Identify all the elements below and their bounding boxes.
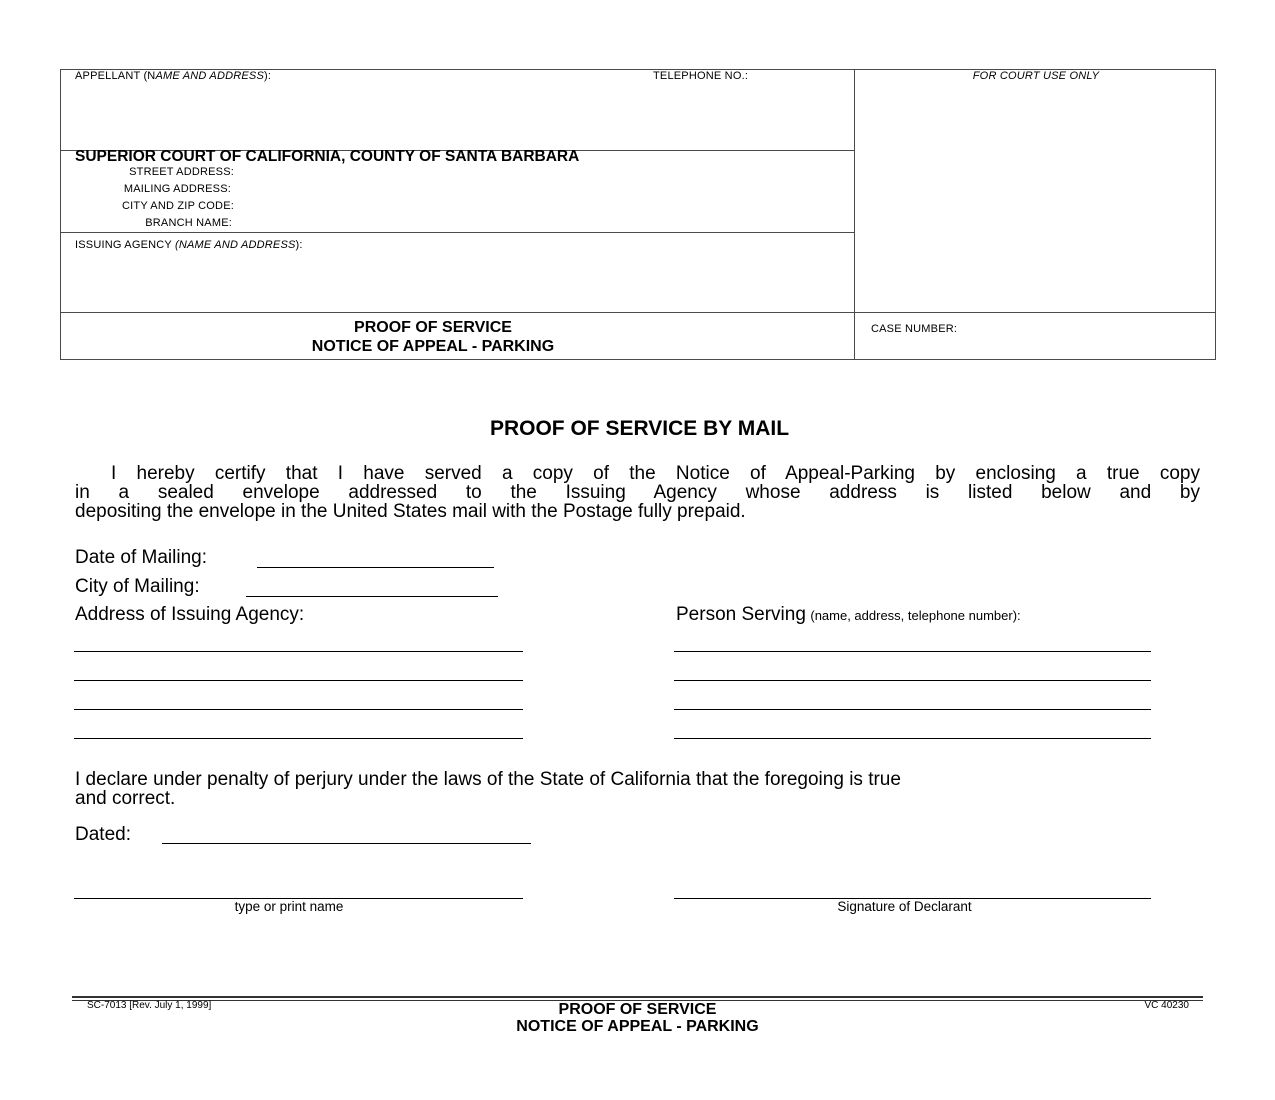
address-line-3[interactable] bbox=[74, 692, 523, 710]
certify-line-1: I hereby certify that I have served a copy of the Notice of Appeal-Parking by enclosing a true copy bbox=[111, 463, 1200, 484]
print-name-input[interactable] bbox=[74, 881, 523, 899]
footer-title bbox=[0, 1001, 1275, 1035]
caption-form-title-line1: PROOF OF SERVICE bbox=[354, 319, 512, 336]
city-of-mailing-label: City of Mailing: bbox=[75, 576, 200, 597]
dated-input[interactable] bbox=[162, 825, 531, 844]
city-of-mailing-input[interactable] bbox=[246, 578, 498, 597]
footer-title-line1: PROOF OF SERVICE bbox=[558, 1001, 717, 1018]
appellant-field[interactable] bbox=[62, 84, 852, 148]
date-of-mailing-input[interactable] bbox=[257, 549, 494, 568]
print-name-caption: type or print name bbox=[234, 899, 344, 914]
appellant-label bbox=[75, 70, 271, 82]
certify-line-3: depositing the envelope in the United States mail with the Postage fully prepaid. bbox=[75, 501, 746, 522]
issuing-agency-label-suffix: ): bbox=[295, 239, 303, 251]
case-number-field[interactable] bbox=[985, 316, 1213, 358]
court-street-address-label: STREET ADDRESS: bbox=[129, 166, 234, 178]
appellant-label-italic: AME AND ADDRESS bbox=[155, 70, 264, 82]
signature-input[interactable] bbox=[674, 881, 1151, 899]
person-serving-line-4[interactable] bbox=[674, 721, 1151, 739]
court-name: SUPERIOR COURT OF CALIFORNIA, COUNTY OF SANTA BARBARA bbox=[75, 148, 580, 165]
court-use-label: FOR COURT USE ONLY bbox=[972, 70, 1100, 82]
page-title: PROOF OF SERVICE BY MAIL bbox=[489, 417, 790, 440]
issuing-agency-label-prefix: ISSUING AGENCY bbox=[75, 239, 175, 251]
caption-divider-court bbox=[60, 232, 855, 233]
signature-caption: Signature of Declarant bbox=[837, 899, 972, 914]
person-serving-line-3[interactable] bbox=[674, 692, 1151, 710]
address-line-2[interactable] bbox=[74, 663, 523, 681]
caption-divider-vertical bbox=[854, 69, 855, 360]
case-number-label: CASE NUMBER: bbox=[871, 323, 958, 335]
telephone-label: TELEPHONE NO.: bbox=[653, 70, 749, 82]
footer-rule-thick bbox=[72, 996, 1203, 998]
footer-title-line2: NOTICE OF APPEAL - PARKING bbox=[516, 1018, 759, 1035]
court-mailing-address-label: MAILING ADDRESS: bbox=[123, 183, 231, 195]
court-city-zip-label: CITY AND ZIP CODE: bbox=[122, 200, 234, 212]
person-serving-label bbox=[676, 604, 1021, 626]
caption-form-title-line2: NOTICE OF APPEAL - PARKING bbox=[311, 338, 555, 355]
address-line-4[interactable] bbox=[74, 721, 523, 739]
caption-divider-agency bbox=[60, 312, 1216, 313]
person-serving-line-1[interactable] bbox=[674, 634, 1151, 652]
declare-line-1: I declare under penalty of perjury under the laws of the State of California that the foregoing is true bbox=[75, 769, 901, 790]
appellant-label-prefix: APPELLANT (N bbox=[75, 70, 156, 82]
court-branch-name-label: BRANCH NAME: bbox=[145, 217, 232, 229]
person-serving-hint: (name, address, telephone number): bbox=[810, 608, 1021, 623]
issuing-agency-label-italic: (NAME AND ADDRESS bbox=[175, 239, 296, 251]
person-serving-line-2[interactable] bbox=[674, 663, 1151, 681]
appellant-label-suffix: ): bbox=[264, 70, 272, 82]
caption-form-title bbox=[60, 318, 806, 356]
address-of-issuing-agency-label: Address of Issuing Agency: bbox=[75, 604, 305, 625]
certify-line-2: in a sealed envelope addressed to the Issuing Agency whose address is listed below and by bbox=[75, 482, 1200, 503]
address-line-1[interactable] bbox=[74, 634, 523, 652]
issuing-agency-label bbox=[75, 239, 303, 251]
issuing-agency-field[interactable] bbox=[62, 254, 852, 310]
footer-code-ref: VC 40230 bbox=[1144, 1000, 1189, 1011]
declare-line-2: and correct. bbox=[75, 788, 176, 809]
dated-label: Dated: bbox=[75, 824, 131, 845]
declaration-paragraph bbox=[75, 770, 1200, 808]
footer-form-number: SC-7013 [Rev. July 1, 1999] bbox=[87, 1000, 212, 1011]
date-of-mailing-label: Date of Mailing: bbox=[75, 547, 208, 568]
certification-paragraph bbox=[75, 464, 1200, 521]
person-serving-label-text: Person Serving bbox=[676, 604, 806, 625]
